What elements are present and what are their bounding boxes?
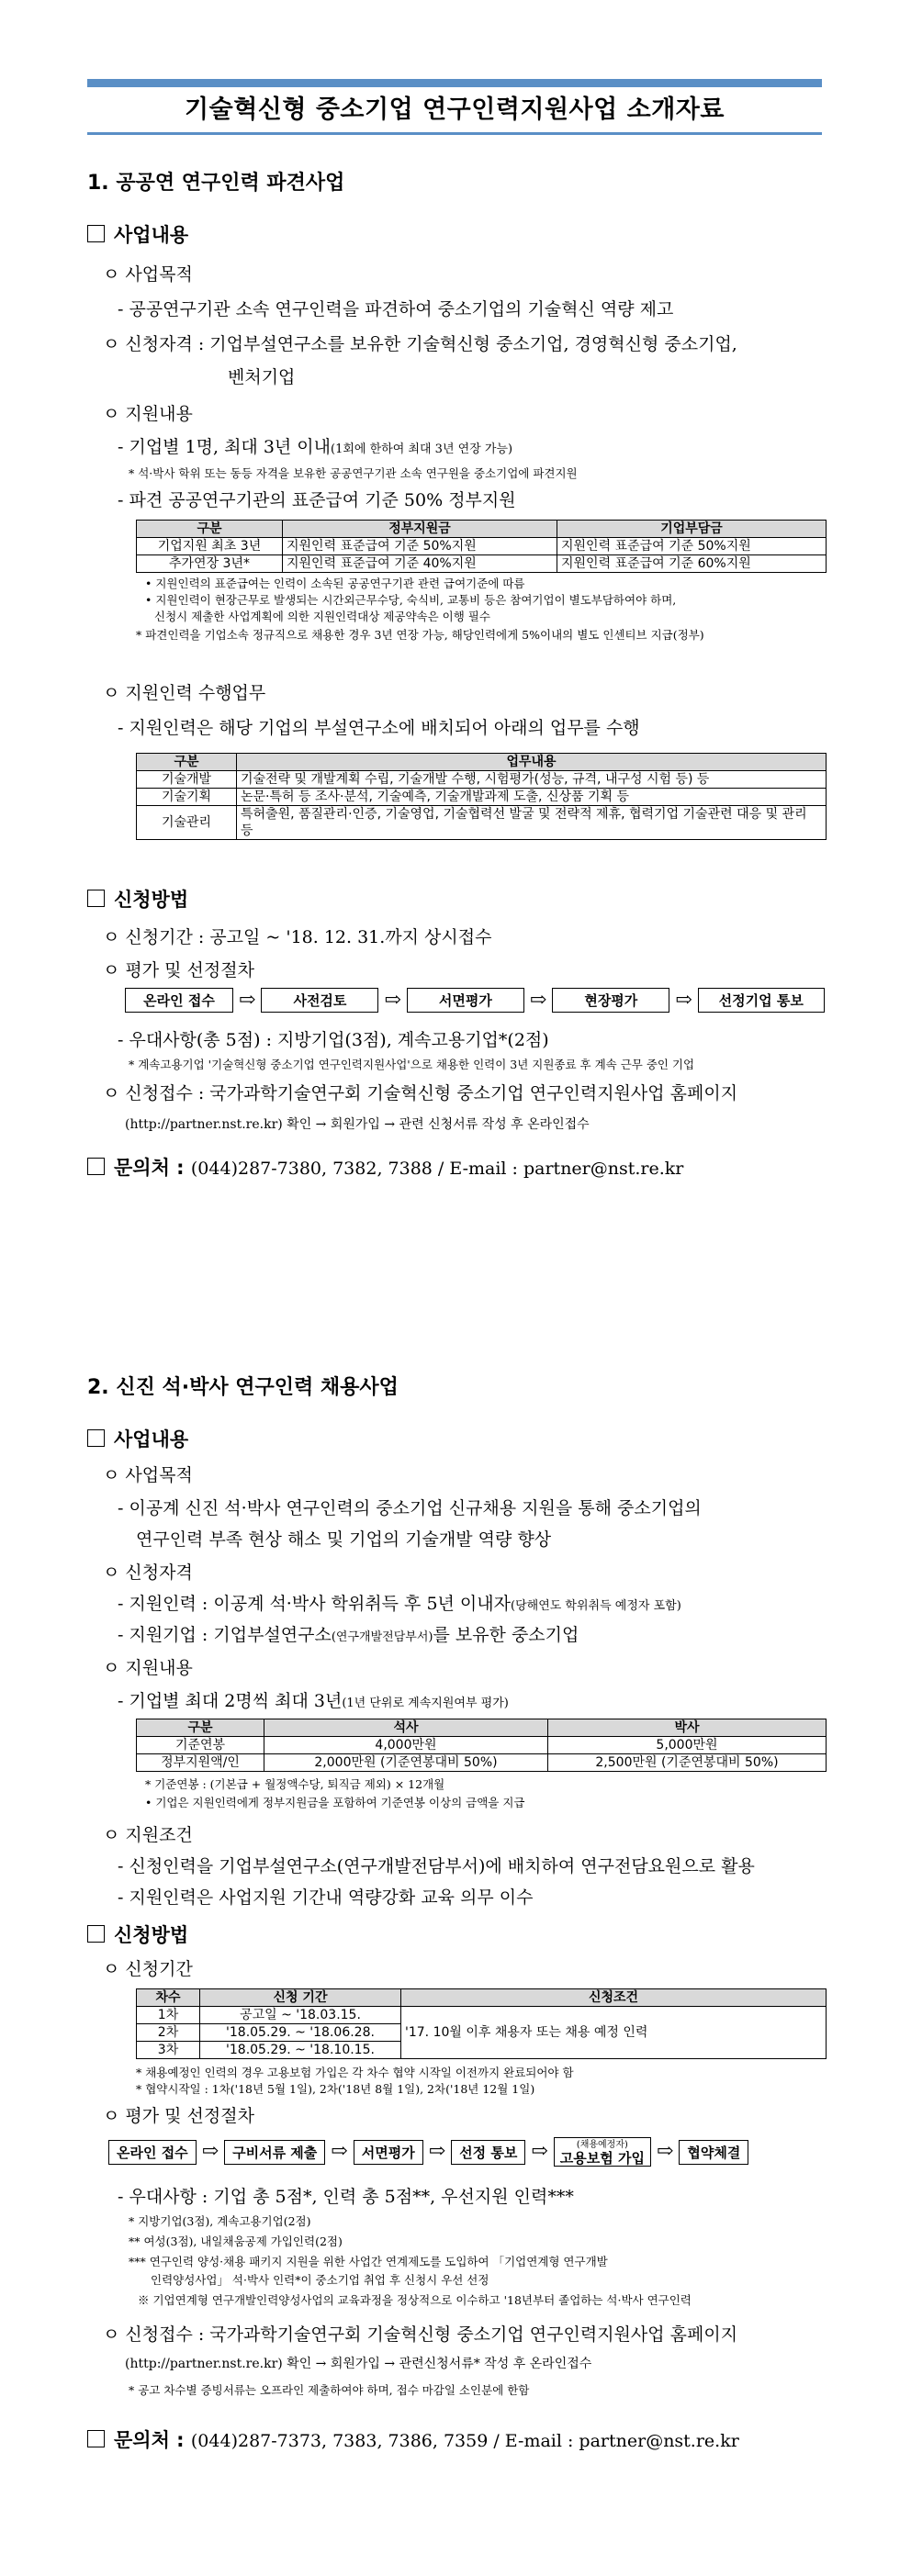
table-cell: 2,500만원 (기준연봉대비 50%) <box>548 1754 827 1772</box>
s2-qual2: - 지원기업 : 기업부설연구소(연구개발전담부서)를 보유한 중소기업 <box>118 1625 579 1645</box>
s2-purpose-text1: - 이공계 신진 석·박사 연구인력의 중소기업 신규채용 지원을 통해 중소기업의 <box>118 1498 702 1518</box>
table-cell: 지원인력 표준급여 기준 40%지원 <box>283 555 557 573</box>
s2-bonus: - 우대사항 : 기업 총 5점*, 인력 총 5점**, 우선지원 인력*** <box>118 2187 574 2207</box>
s2-support-per: - 기업별 최대 2명씩 최대 3년(1년 단위로 계속지원여부 평가) <box>118 1691 509 1711</box>
document-title: 기술혁신형 중소기업 연구인력지원사업 소개자료 <box>185 95 725 124</box>
title-rule-top <box>87 79 822 87</box>
flow-step: 온라인 접수 <box>125 988 233 1013</box>
s2-process-flow <box>108 2137 748 2167</box>
flow-step: 현장평가 <box>552 988 669 1013</box>
checkbox-square-icon <box>87 2430 105 2447</box>
flow-step: 사전검토 <box>261 988 378 1013</box>
arrow-right-icon: ⇨ <box>331 2140 348 2163</box>
table-row <box>137 806 827 840</box>
checkbox-square-icon <box>87 1429 105 1447</box>
table-cell: 5,000만원 <box>548 1737 827 1754</box>
table-cell: 정부지원액/인 <box>137 1754 264 1772</box>
s1-table-support <box>136 520 827 573</box>
s2-bonus-note: 인력양성사업」 석·박사 인력*이 중소기업 취업 후 신청시 우선 선정 <box>151 2273 489 2287</box>
s2-concept2: - 지원인력은 사업지원 기간내 역량강화 교육 의무 이수 <box>118 1887 534 1908</box>
s2-table-note: * 협약시작일 : 1차('18년 5월 1일), 2차('18년 8월 1일), 2차('18년 12월 1일) <box>136 2082 535 2096</box>
s1-table-note: * 파견인력을 기업소속 정규직으로 채용한 경우 3년 연장 가능, 해당인력에게 5%이내의 별도 인센티브 지급(정부) <box>136 628 704 642</box>
table-cell: 4,000만원 <box>264 1737 548 1754</box>
s1-table-note: • 지원인력이 현장근무로 발생되는 시간외근무수당, 숙식비, 교통비 등은 참여기업이 별도부담하여야 하며, <box>145 593 677 607</box>
s1-table-note: 신청시 제출한 사업계획에 의한 지원인력대상 제공약속은 이행 필수 <box>154 610 490 623</box>
s2-bonus-note: ** 여성(3점), 내일채움공제 가입인력(2점) <box>129 2234 343 2248</box>
flow-step: (채용예정자) 고용보험 가입 <box>554 2137 651 2167</box>
section2-heading: 2. 신진 석·박사 연구인력 채용사업 <box>87 1376 399 1399</box>
s1-table-note: • 지원인력의 표준급여는 인력이 소속된 공공연구기관 관련 급여기준에 따름 <box>145 577 525 590</box>
arrow-right-icon: ⇨ <box>675 988 692 1012</box>
flow-step: 서면평가 <box>354 2140 423 2165</box>
s2-table-note: • 기업은 지원인력에게 정부지원금을 포함하여 기준연봉 이상의 금액을 지급 <box>145 1796 525 1809</box>
section1-heading: 1. 공공연 연구인력 파견사업 <box>87 172 345 195</box>
flow-step: 선정 통보 <box>451 2140 525 2165</box>
s1-apply-receipt: ㅇ 신청접수 : 국가과학기술연구회 기술혁신형 중소기업 연구인력지원사업 홈페이지 <box>103 1083 738 1103</box>
flow-step: 선정기업 통보 <box>698 988 825 1013</box>
table-cell: '17. 10월 이후 채용자 또는 채용 예정 인력 <box>401 2007 827 2059</box>
flow-step: 온라인 접수 <box>108 2140 197 2165</box>
table-row <box>137 1737 827 1754</box>
table-header: 정부지원금 <box>283 521 557 538</box>
table-row <box>137 789 827 806</box>
s1-support-note: * 석·박사 학위 또는 동등 자격을 보유한 공공연구기관 소속 연구원을 중소기업에 파견지원 <box>129 466 578 480</box>
table-cell: 기술관리 <box>137 806 237 840</box>
table-cell: 논문·특허 등 조사·분석, 기술예측, 기술개발과제 도출, 신상품 기획 등 <box>237 789 827 806</box>
s2-apply-receipt-steps: (http://partner.nst.re.kr) 확인 → 회원가입 → 관련신청서류* 작성 후 온라인접수 <box>125 2357 592 2371</box>
table-header: 구분 <box>137 1719 264 1737</box>
s1-purpose-text: - 공공연구기관 소속 연구인력을 파견하여 중소기업의 기술혁신 역량 제고 <box>118 299 674 319</box>
table-header: 구분 <box>137 754 237 771</box>
table-cell: 특허출원, 품질관리·인증, 기술영업, 기술협력선 발굴 및 전략적 제휴, 협력기업 기술관련 대응 및 관리 등 <box>237 806 827 840</box>
s2-table-note: * 채용예정인 인력의 경우 고용보험 가입은 각 차수 협약 시작일 이전까지 완료되어야 함 <box>136 2066 574 2079</box>
table-cell: 기술전략 및 개발계획 수립, 기술개발 수행, 시험평가(성능, 규격, 내구성 시험 등) 등 <box>237 771 827 789</box>
checkbox-square-icon <box>87 1925 105 1943</box>
s1-apply-period: ㅇ 신청기간 : 공고일 ~ '18. 12. 31.까지 상시접수 <box>103 927 492 947</box>
table-cell: 기술기획 <box>137 789 237 806</box>
checkbox-square-icon <box>87 1158 105 1175</box>
s1-eval-label: ㅇ 평가 및 선정절차 <box>103 960 254 980</box>
flow-step: 협약체결 <box>679 2140 748 2165</box>
table-cell: 추가연장 3년* <box>137 555 283 573</box>
s1-apply-receipt-steps: (http://partner.nst.re.kr) 확인 → 회원가입 → 관련 신청서류 작성 후 온라인접수 <box>125 1117 590 1132</box>
arrow-right-icon: ⇨ <box>656 2140 674 2163</box>
s1-contact: 문의처 : (044)287-7380, 7382, 7388 / E-mail : partner@nst.re.kr <box>87 1153 683 1181</box>
s1-target-line1: ㅇ 신청자격 : 기업부설연구소를 보유한 기술혁신형 중소기업, 경영혁신형 중소기업, <box>103 334 737 354</box>
s2-bonus-note: * 지방기업(3점), 계속고용기업(2점) <box>129 2214 311 2228</box>
flow-step: 서면평가 <box>407 988 524 1013</box>
table-header: 석사 <box>264 1719 548 1737</box>
table-cell: 3차 <box>137 2042 200 2059</box>
s1-purpose-label: ㅇ 사업목적 <box>103 264 193 285</box>
table-cell: 2,000만원 (기준연봉대비 50%) <box>264 1754 548 1772</box>
s2-purpose-label: ㅇ 사업목적 <box>103 1465 193 1485</box>
table-header: 기업부담금 <box>557 521 827 538</box>
table-cell: 지원인력 표준급여 기준 50%지원 <box>557 538 827 555</box>
s1-support-label: ㅇ 지원내용 <box>103 404 193 424</box>
table-row <box>137 771 827 789</box>
s1-table-duty <box>136 753 827 840</box>
s2-table-period <box>136 1988 827 2059</box>
table-header: 신청조건 <box>401 1989 827 2007</box>
s1-duty-text: - 지원인력은 해당 기업의 부설연구소에 배치되어 아래의 업무를 수행 <box>118 718 640 738</box>
table-header: 박사 <box>548 1719 827 1737</box>
s2-support-label: ㅇ 지원내용 <box>103 1658 193 1678</box>
s2-contact: 문의처 : (044)287-7373, 7383, 7386, 7359 / E-mail : partner@nst.re.kr <box>87 2425 739 2453</box>
table-header: 차수 <box>137 1989 200 2007</box>
s2-table-note: * 기준연봉 : (기본급 + 월정액수당, 퇴직금 제외) × 12개월 <box>145 1777 445 1791</box>
table-cell: 기업지원 최초 3년 <box>137 538 283 555</box>
s2-qual1: - 지원인력 : 이공계 석·박사 학위취득 후 5년 이내자(당해연도 학위취득 예정자 포함) <box>118 1594 681 1614</box>
table-row <box>137 2007 827 2024</box>
table-row <box>137 538 827 555</box>
arrow-right-icon: ⇨ <box>384 988 401 1012</box>
s1-bonus-note: * 계속고용기업 '기술혁신형 중소기업 연구인력지원사업'으로 채용한 인력이 3년 지원종료 후 계속 근무 중인 기업 <box>129 1058 695 1071</box>
s2-apply-heading: 신청방법 <box>87 1921 188 1948</box>
s1-support-ratio: - 파견 공공연구기관의 표준급여 기준 50% 정부지원 <box>118 490 516 510</box>
table-cell: 1차 <box>137 2007 200 2024</box>
s1-process-flow <box>125 988 825 1013</box>
table-row <box>137 1754 827 1772</box>
arrow-right-icon: ⇨ <box>239 988 256 1012</box>
s2-table-salary <box>136 1719 827 1772</box>
s2-purpose-text2: 연구인력 부족 현상 해소 및 기업의 기술개발 역량 향상 <box>136 1529 552 1550</box>
arrow-right-icon: ⇨ <box>531 2140 548 2163</box>
s1-support-per: - 기업별 1명, 최대 3년 이내(1회에 한하여 최대 3년 연장 가능) <box>118 437 513 457</box>
table-cell: 기준연봉 <box>137 1737 264 1754</box>
title-banner <box>87 79 822 135</box>
table-cell: 공고일 ~ '18.03.15. <box>200 2007 401 2024</box>
title-rule-bottom <box>87 132 822 135</box>
arrow-right-icon: ⇨ <box>529 988 547 1012</box>
s2-concept1: - 신청인력을 기업부설연구소(연구개발전담부서)에 배치하여 연구전담요원으로 활용 <box>118 1856 755 1876</box>
s2-content-heading: 사업내용 <box>87 1425 188 1452</box>
arrow-right-icon: ⇨ <box>428 2140 446 2163</box>
s1-duty-label: ㅇ 지원인력 수행업무 <box>103 683 266 703</box>
s2-bonus-note: ※ 기업연계형 연구개발인력양성사업의 교육과정을 정상적으로 이수하고 '18년부터 졸업하는 석·박사 연구인력 <box>138 2293 692 2307</box>
s2-apply-note: * 공고 차수별 증빙서류는 오프라인 제출하여야 하며, 접수 마감일 소인분에 한함 <box>129 2383 530 2397</box>
table-header: 업무내용 <box>237 754 827 771</box>
table-cell: 지원인력 표준급여 기준 60%지원 <box>557 555 827 573</box>
table-row <box>137 555 827 573</box>
table-cell: '18.05.29. ~ '18.06.28. <box>200 2024 401 2042</box>
s2-bonus-note: *** 연구인력 양성·채용 패키지 지원을 위한 사업간 연계제도를 도입하여 「기업연계형 연구개발 <box>129 2255 608 2268</box>
s1-apply-heading: 신청방법 <box>87 885 188 913</box>
checkbox-square-icon <box>87 225 105 242</box>
table-cell: 지원인력 표준급여 기준 50%지원 <box>283 538 557 555</box>
flow-step: 구비서류 제출 <box>224 2140 325 2165</box>
table-header: 구분 <box>137 521 283 538</box>
s2-eval-label: ㅇ 평가 및 선정절차 <box>103 2106 254 2126</box>
s2-period-label: ㅇ 신청기간 <box>103 1959 193 1979</box>
table-cell: 기술개발 <box>137 771 237 789</box>
table-header: 신청 기간 <box>200 1989 401 2007</box>
s1-content-heading: 사업내용 <box>87 220 188 248</box>
s1-bonus: - 우대사항(총 5점) : 지방기업(3점), 계속고용기업*(2점) <box>118 1030 549 1050</box>
s2-apply-receipt: ㅇ 신청접수 : 국가과학기술연구회 기술혁신형 중소기업 연구인력지원사업 홈페이지 <box>103 2324 738 2345</box>
s2-qual-label: ㅇ 신청자격 <box>103 1562 193 1583</box>
table-cell: 2차 <box>137 2024 200 2042</box>
arrow-right-icon: ⇨ <box>201 2140 219 2163</box>
table-cell: '18.05.29. ~ '18.10.15. <box>200 2042 401 2059</box>
s1-target-line2: 벤처기업 <box>228 367 296 387</box>
s2-concept-label: ㅇ 지원조건 <box>103 1825 193 1845</box>
checkbox-square-icon <box>87 890 105 907</box>
